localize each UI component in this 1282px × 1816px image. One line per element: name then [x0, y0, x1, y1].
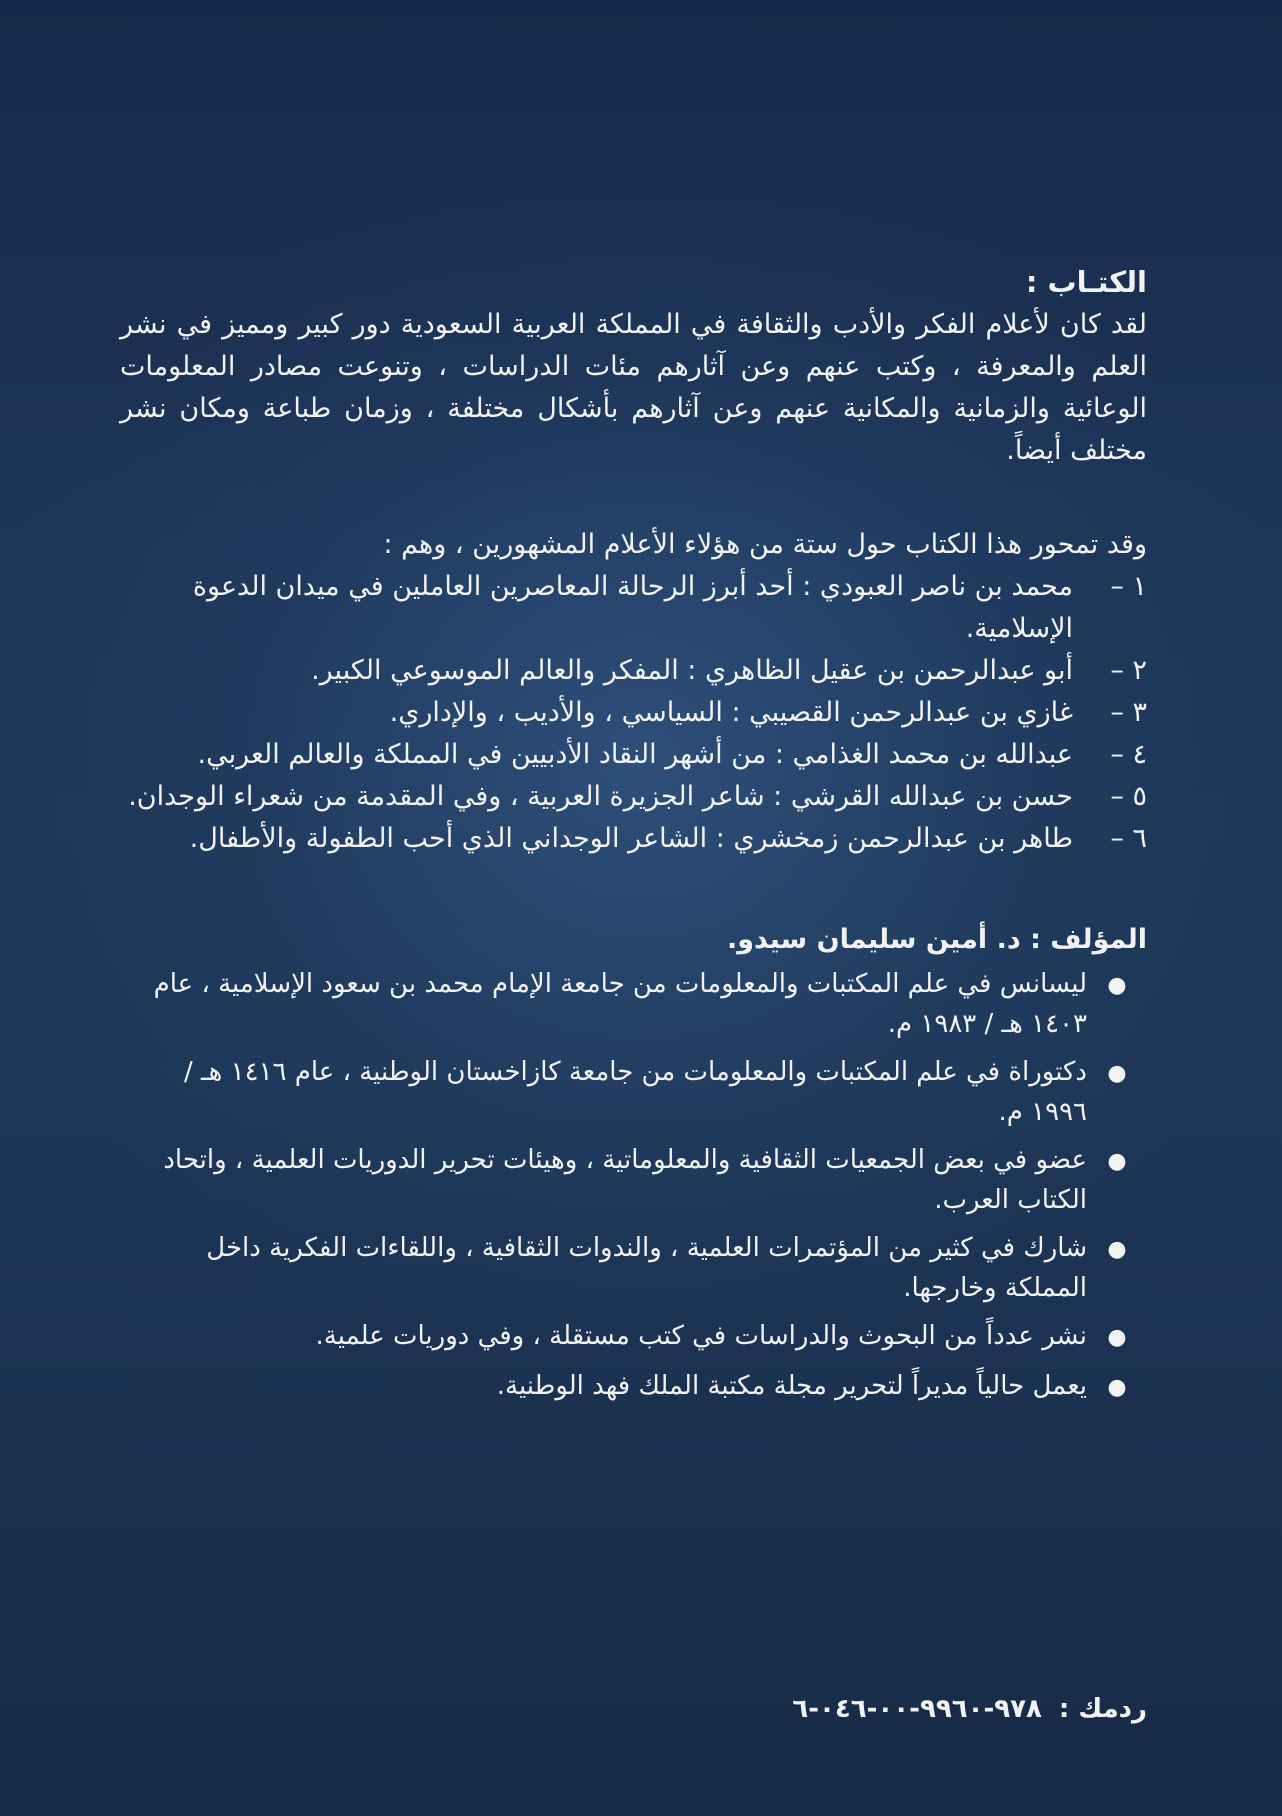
- item-number: ٢ –: [1110, 655, 1147, 686]
- item-text: غازي بن عبدالرحمن القصيبي : السياسي ، والأديب ، والإداري.: [389, 697, 1073, 728]
- item-number: ٣ –: [1110, 697, 1147, 728]
- bullet-icon: ●: [1107, 1325, 1127, 1350]
- item-text: طاهر بن عبدالرحمن زمخشري : الشاعر الوجداني الذي أحب الطفولة والأطفال.: [189, 823, 1073, 854]
- isbn-label: ردمك :: [1058, 1694, 1147, 1724]
- list-item: [120, 1052, 1147, 1132]
- bio-text: شارك في كثير من المؤتمرات العلمية ، والندوات الثقافية ، واللقاءات الفكرية داخل المملكة وخارجها.: [206, 1233, 1087, 1303]
- bullet-icon: ●: [1107, 973, 1127, 998]
- isbn-value: ٩٧٨-٩٩٦٠-٠٠-٠٤٦-٦: [792, 1694, 1042, 1724]
- item-text: أبو عبدالرحمن بن عقيل الظاهري : المفكر والعالم الموسوعي الكبير.: [311, 655, 1073, 686]
- bullet-icon: ●: [1107, 1237, 1127, 1262]
- cover-text: [120, 262, 1147, 1416]
- bio-text: دكتوراة في علم المكتبات والمعلومات من جامعة كازاخستان الوطنية ، عام ١٤١٦ هـ / ١٩٩٦ م.: [184, 1057, 1087, 1127]
- bullet-icon: ●: [1107, 1061, 1127, 1086]
- bullet-icon: ●: [1107, 1375, 1127, 1400]
- bio-text: ليسانس في علم المكتبات والمعلومات من جامعة الإمام محمد بن سعود الإسلامية ، عام ١٤٠٣ هـ / ١٩٨٣ م.: [153, 969, 1087, 1039]
- list-item: [120, 1366, 1147, 1408]
- author-bio-list: [120, 964, 1147, 1408]
- isbn: [792, 1694, 1147, 1724]
- item-number: ٤ –: [1110, 739, 1147, 770]
- bio-text: يعمل حالياً مديراً لتحرير مجلة مكتبة الملك فهد الوطنية.: [496, 1371, 1087, 1401]
- book-intro: وقد تمحور هذا الكتاب حول ستة من هؤلاء الأعلام المشهورين ، وهم :: [383, 529, 1147, 560]
- list-item: [120, 566, 1147, 650]
- bio-text: نشر عدداً من البحوث والدراسات في كتب مستقلة ، وفي دوريات علمية.: [315, 1321, 1087, 1351]
- item-number: ١ –: [1110, 571, 1147, 602]
- bullet-icon: ●: [1107, 1149, 1127, 1174]
- book-heading: الكتـاب :: [1025, 265, 1147, 299]
- item-number: ٥ –: [1110, 781, 1147, 812]
- list-item: [120, 692, 1147, 734]
- list-item: [120, 734, 1147, 776]
- item-number: ٦ –: [1110, 823, 1147, 854]
- list-item: [120, 818, 1147, 860]
- book-description: لقد كان لأعلام الفكر والأدب والثقافة في المملكة العربية السعودية دور كبير ومميز في نشر العلم والمعرفة ، وكتب عنهم وعن آثارهم مئات الدراسات ، وتنوعت مصادر المعلومات الوعائية والزمانية والمكانية عنهم وعن آثارهم بأشكال مختلفة ، وزمان طباعة ومكان نشر مختلف أيضاً.: [120, 309, 1147, 466]
- figures-list: [120, 566, 1147, 860]
- bio-text: عضو في بعض الجمعيات الثقافية والمعلوماتية ، وهيئات تحرير الدوريات العلمية ، واتحاد الكتاب العرب.: [163, 1145, 1087, 1215]
- item-text: محمد بن ناصر العبودي : أحد أبرز الرحالة المعاصرين العاملين في ميدان الدعوة الإسلامية.: [192, 571, 1073, 644]
- list-item: [120, 776, 1147, 818]
- list-item: [120, 1228, 1147, 1308]
- item-text: حسن بن عبدالله القرشي : شاعر الجزيرة العربية ، وفي المقدمة من شعراء الوجدان.: [128, 781, 1073, 812]
- list-item: [120, 1316, 1147, 1358]
- author-heading: المؤلف : د. أمين سليمان سيدو.: [726, 924, 1147, 955]
- list-item: [120, 1140, 1147, 1220]
- list-item: [120, 964, 1147, 1044]
- list-item: [120, 650, 1147, 692]
- item-text: عبدالله بن محمد الغذامي : من أشهر النقاد الأدبيين في المملكة والعالم العربي.: [197, 739, 1073, 770]
